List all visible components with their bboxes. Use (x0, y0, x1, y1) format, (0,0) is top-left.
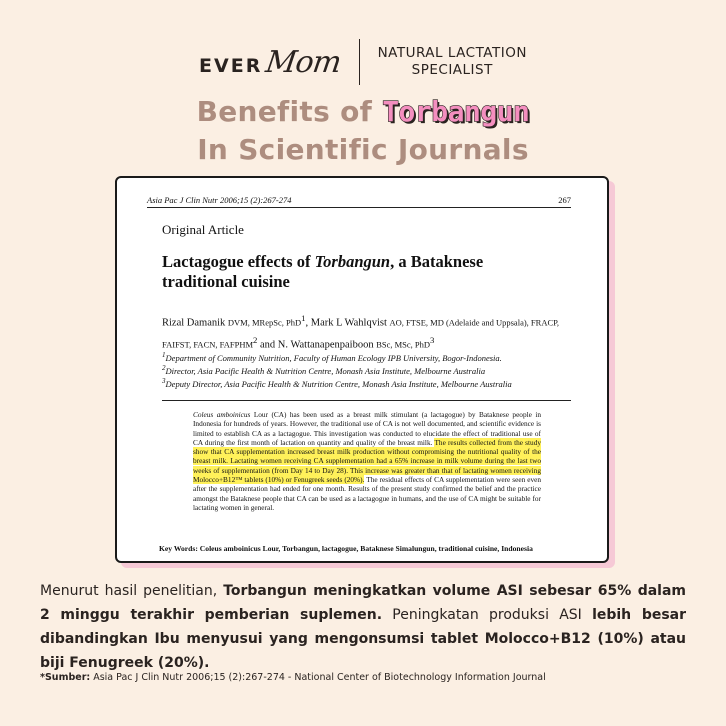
source-label: *Sumber: (40, 672, 91, 683)
authors (162, 310, 562, 353)
affiliation (162, 376, 582, 389)
summary-t2: Peningkatan produksi ASI (382, 607, 593, 623)
article-title (162, 252, 552, 292)
abstract (193, 410, 541, 512)
logo-mom: Mom (263, 44, 344, 80)
affiliation-text: Director, Asia Pacific Health & Nutrition Centre, Monash Asia Institute, Melbourne Australia (165, 365, 486, 376)
tagline-line1: NATURAL LACTATION (377, 45, 527, 61)
author-3-degrees: BSc, MSc, PhD (376, 339, 431, 349)
author-1: Rizal Damanik (162, 317, 226, 329)
journal-excerpt (115, 176, 609, 563)
journal-header (147, 195, 571, 205)
affiliation (162, 363, 582, 376)
article-type: Original Article (162, 222, 244, 237)
affiliation (162, 350, 582, 363)
summary-b2: lebih besar dibandingkan Ibu menyusui yang mengonsumsi tablet Molocco+B12 (10%) atau biji Fenugreek (20%). (40, 607, 687, 671)
article-title-suffix: , a Bataknese traditional cuisine (162, 252, 484, 291)
mid-rule (162, 400, 571, 401)
article-title-prefix: Lactagogue effects of (162, 252, 315, 271)
summary-b1: Torbangun meningkatkan volume ASI sebesar 65% dalam 2 minggu terakhir pemberian suplemen. (40, 583, 687, 623)
summary-t1: Menurut hasil penelitian, (40, 583, 224, 599)
affiliation-text: Deputy Director, Asia Pacific Health & Nutrition Centre, Monash Asia Institute, Melbourne Australia (165, 378, 512, 389)
author-2-sup: 2 (253, 334, 258, 345)
article-title-italic: Torbangun (314, 252, 391, 271)
title-line1 (0, 95, 726, 128)
affiliation-num: 3 (162, 376, 166, 385)
author-3: and N. Wattanapenpaiboon (257, 339, 374, 350)
journal-citation: Asia Pac J Clin Nutr 2006;15 (2):267-274 (147, 195, 292, 205)
author-2-degrees: AO, FTSE, MD (Adelaide and Uppsala), FRACP, FAIFST, FACN, FAFPHM (162, 317, 560, 349)
author-3-sup: 3 (430, 334, 435, 345)
abstract-part2: The residual effects of CA supplementation were seen even after the supplementation had ended for one month. Results of the present study confirmed the belief and the practice amongst the Bataknese people that CA can be used as a lactagogue in humans, and the use of CA might be suitable for lactating women in general. (193, 475, 541, 512)
abstract-highlight: The results collected from the study show that CA supplementation increased breast milk production without compromising the nutritional quality of the breast milk. Lactating women receiving CA supplementation had a 65% increase in milk volume during the last two weeks of supplementation (from Day 14 to Day 28). This increase was greater than that of lactating women receiving Molocco+B12™ tablets (10%) or Fenugreek seeds (20%). (193, 437, 541, 485)
source-text: Asia Pac J Clin Nutr 2006;15 (2):267-274 - National Center of Biotechnology Information Journal (90, 672, 546, 683)
page-number: 267 (558, 195, 571, 205)
top-rule (147, 207, 571, 208)
tagline-line2: SPECIALIST (411, 62, 493, 78)
author-2: , Mark L Wahlqvist (305, 317, 387, 329)
title-line2: In Scientific Journals (197, 133, 529, 166)
source-note (40, 672, 700, 683)
affiliations (162, 350, 582, 388)
affiliation-num: 1 (162, 351, 166, 359)
abstract-species: Coleus amboinicus (193, 410, 251, 419)
affiliation-num: 2 (162, 363, 166, 372)
affiliation-text: Department of Community Nutrition, Faculty of Human Ecology IPB University, Bogor-Indonesia. (165, 352, 502, 363)
author-1-sup: 1 (301, 313, 306, 323)
header (0, 36, 726, 88)
author-1-degrees: DVM, MRepSc, PhD (227, 317, 302, 328)
tagline (360, 45, 527, 79)
keywords: Key Words: Coleus amboinicus Lour, Torbangun, lactagogue, Bataknese Simalungun, traditional cuisine, Indonesia (159, 544, 533, 553)
title-highlight: Torbangun (382, 95, 530, 128)
evermom-logo (199, 45, 359, 80)
abstract-part1: Lour (CA) has been used as a breast milk stimulant (a lactagogue) by Bataknese people in Indonesia for hundreds of years. However, the traditional use of CA is not well documented, and scientific evidence is limited to establish CA as a lactagogue. This investigation was conducted to elucidate the effect of traditional use of CA during the first month of lactation on quantity and quality of the breast milk. (193, 410, 541, 447)
title-prefix: Benefits of (196, 95, 383, 128)
logo-ever: EVER (199, 54, 263, 77)
summary-text (40, 579, 686, 675)
